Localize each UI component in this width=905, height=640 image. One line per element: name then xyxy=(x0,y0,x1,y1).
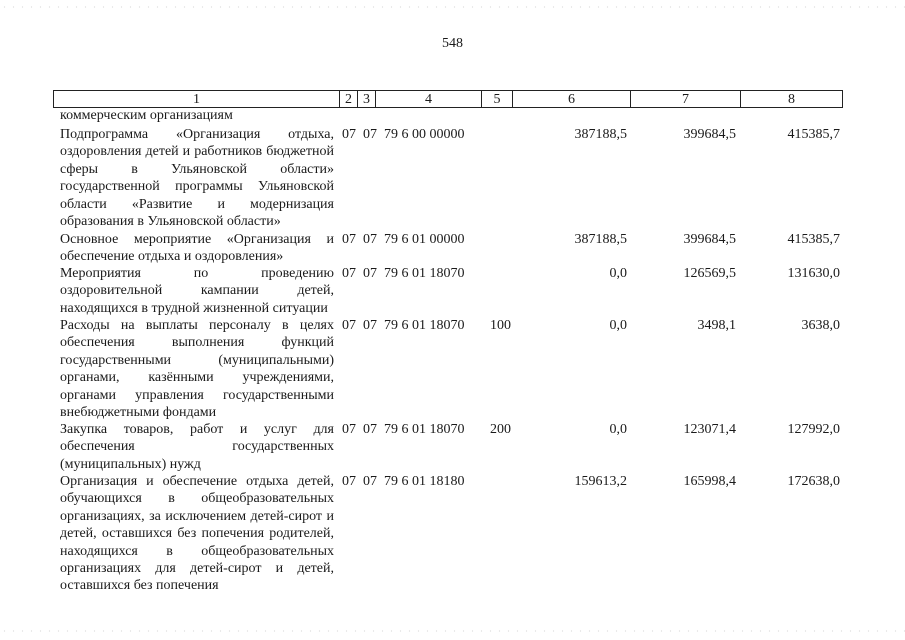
table-header xyxy=(53,90,843,108)
scan-edge-top xyxy=(0,6,905,8)
header-col-1: 1 xyxy=(193,92,200,107)
page-number: 548 xyxy=(442,36,463,51)
subsection-code: 07 xyxy=(363,127,377,142)
header-col-5: 5 xyxy=(481,91,512,107)
value-col-7: 3498,1 xyxy=(697,318,736,333)
value-col-6: 387188,5 xyxy=(574,232,627,247)
row-description: Организация и обеспечение отдыха детей, обучающихся в общеобразовательных организациях, за исключением детей-сирот и детей, оставшихся без попечения родителей, находящихся в общеобразовательных организациях для детей-сирот и детей, оставшихся без попечения xyxy=(60,474,334,594)
expense-type-code: 100 xyxy=(490,318,511,333)
target-article-code: 79 6 01 18070 xyxy=(384,318,465,333)
value-col-6: 159613,2 xyxy=(574,474,627,489)
scan-edge-bottom xyxy=(0,630,905,632)
header-col-8: 8 xyxy=(740,91,842,107)
row-description: коммерческим организациям xyxy=(60,108,233,123)
subsection-code: 07 xyxy=(363,318,377,333)
header-col-6: 6 xyxy=(512,91,630,107)
target-article-code: 79 6 01 18070 xyxy=(384,422,465,437)
expense-type-code: 200 xyxy=(490,422,511,437)
target-article-code: 79 6 01 18180 xyxy=(384,474,465,489)
value-col-6: 0,0 xyxy=(609,318,627,333)
section-code: 07 xyxy=(342,318,356,333)
target-article-code: 79 6 01 18070 xyxy=(384,266,465,281)
subsection-code: 07 xyxy=(363,266,377,281)
value-col-8: 172638,0 xyxy=(787,474,840,489)
header-col-2: 2 xyxy=(339,91,357,107)
section-code: 07 xyxy=(342,127,356,142)
value-col-7: 123071,4 xyxy=(683,422,736,437)
value-col-8: 3638,0 xyxy=(801,318,840,333)
value-col-6: 387188,5 xyxy=(574,127,627,142)
value-col-8: 415385,7 xyxy=(787,127,840,142)
section-code: 07 xyxy=(342,232,356,247)
header-col-3: 3 xyxy=(357,91,375,107)
section-code: 07 xyxy=(342,266,356,281)
value-col-6: 0,0 xyxy=(609,266,627,281)
value-col-7: 399684,5 xyxy=(683,127,736,142)
value-col-7: 165998,4 xyxy=(683,474,736,489)
value-col-8: 127992,0 xyxy=(787,422,840,437)
section-code: 07 xyxy=(342,474,356,489)
row-description: Подпрограмма «Организация отдыха, оздоровления детей и работников бюджетной сферы в Ульяновской области» государственной программы Ульяновской области «Развитие и модернизация образования в Ульяновской области» xyxy=(60,127,334,230)
header-col-4: 4 xyxy=(375,91,481,107)
value-col-7: 399684,5 xyxy=(683,232,736,247)
row-codes xyxy=(342,317,465,334)
section-code: 07 xyxy=(342,422,356,437)
row-description: Мероприятия по проведению оздоровительной кампании детей, находящихся в трудной жизненной ситуации xyxy=(60,266,334,316)
row-description: Закупка товаров, работ и услуг для обеспечения государственных (муниципальных) нужд xyxy=(60,422,334,472)
subsection-code: 07 xyxy=(363,232,377,247)
row-codes xyxy=(342,421,465,438)
row-description: Расходы на выплаты персоналу в целях обеспечения выполнения функций государственными (муниципальными) органами, казёнными учреждениями, органами управления государственными внебюджетными фондами xyxy=(60,318,334,421)
value-col-8: 415385,7 xyxy=(787,232,840,247)
target-article-code: 79 6 00 00000 xyxy=(384,127,465,142)
subsection-code: 07 xyxy=(363,422,377,437)
value-col-8: 131630,0 xyxy=(787,266,840,281)
target-article-code: 79 6 01 00000 xyxy=(384,232,465,247)
value-col-7: 126569,5 xyxy=(683,266,736,281)
row-codes xyxy=(342,265,465,282)
row-description: Основное мероприятие «Организация и обеспечение отдыха и оздоровления» xyxy=(60,232,334,265)
subsection-code: 07 xyxy=(363,474,377,489)
row-codes xyxy=(342,473,465,490)
row-codes xyxy=(342,126,465,143)
row-codes xyxy=(342,231,465,248)
value-col-6: 0,0 xyxy=(609,422,627,437)
header-col-7: 7 xyxy=(630,91,740,107)
